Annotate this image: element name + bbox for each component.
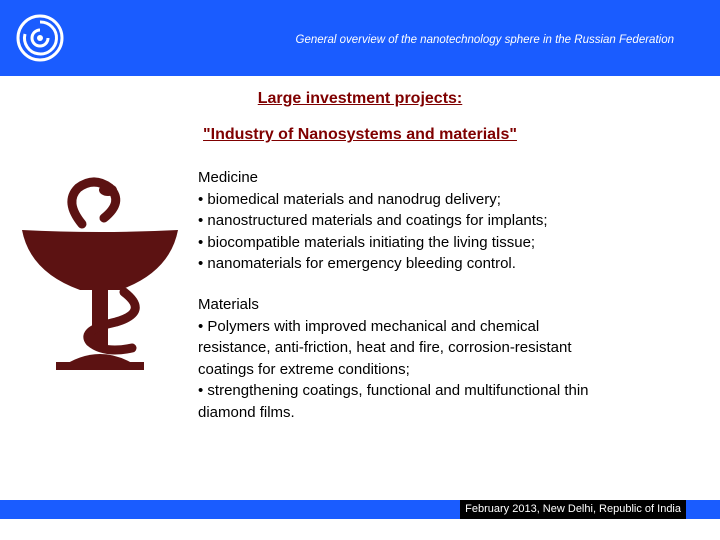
materials-section: [198, 294, 698, 423]
list-item: • nanostructured materials and coatings for implants;: [198, 212, 548, 229]
footer-bar: [0, 500, 720, 519]
list-item: • Polymers with improved mechanical and chemical: [198, 317, 540, 335]
materials-title: Materials: [198, 296, 259, 313]
list-item: • biomedical materials and nanodrug delivery;: [198, 190, 501, 208]
page-title: Large investment projects:: [257, 90, 463, 107]
list-item: • biocompatible materials initiating the living tissue;: [198, 233, 536, 251]
list-item: coatings for extreme conditions;: [198, 360, 410, 378]
page-subtitle: [0, 126, 720, 144]
circular-swirl-logo-icon: [10, 8, 70, 68]
list-item: diamond films.: [198, 403, 295, 421]
bowl-of-hygieia-icon: [20, 162, 180, 372]
page-subtitle-text: "Industry of Nanosystems and materials": [203, 126, 517, 143]
medicine-title: Medicine: [198, 169, 259, 186]
header-bar: [0, 0, 720, 76]
list-item: • strengthening coatings, functional and multifunctional thin: [198, 382, 589, 399]
list-item: • nanomaterials for emergency bleeding control.: [198, 255, 516, 272]
footer-label: February 2013, New Delhi, Republic of India: [460, 500, 686, 519]
list-item: resistance, anti-friction, heat and fire, corrosion-resistant: [198, 339, 572, 356]
header-title: General overview of the nanotechnology sphere in the Russian Federation: [295, 34, 674, 46]
medicine-section: [198, 167, 698, 275]
